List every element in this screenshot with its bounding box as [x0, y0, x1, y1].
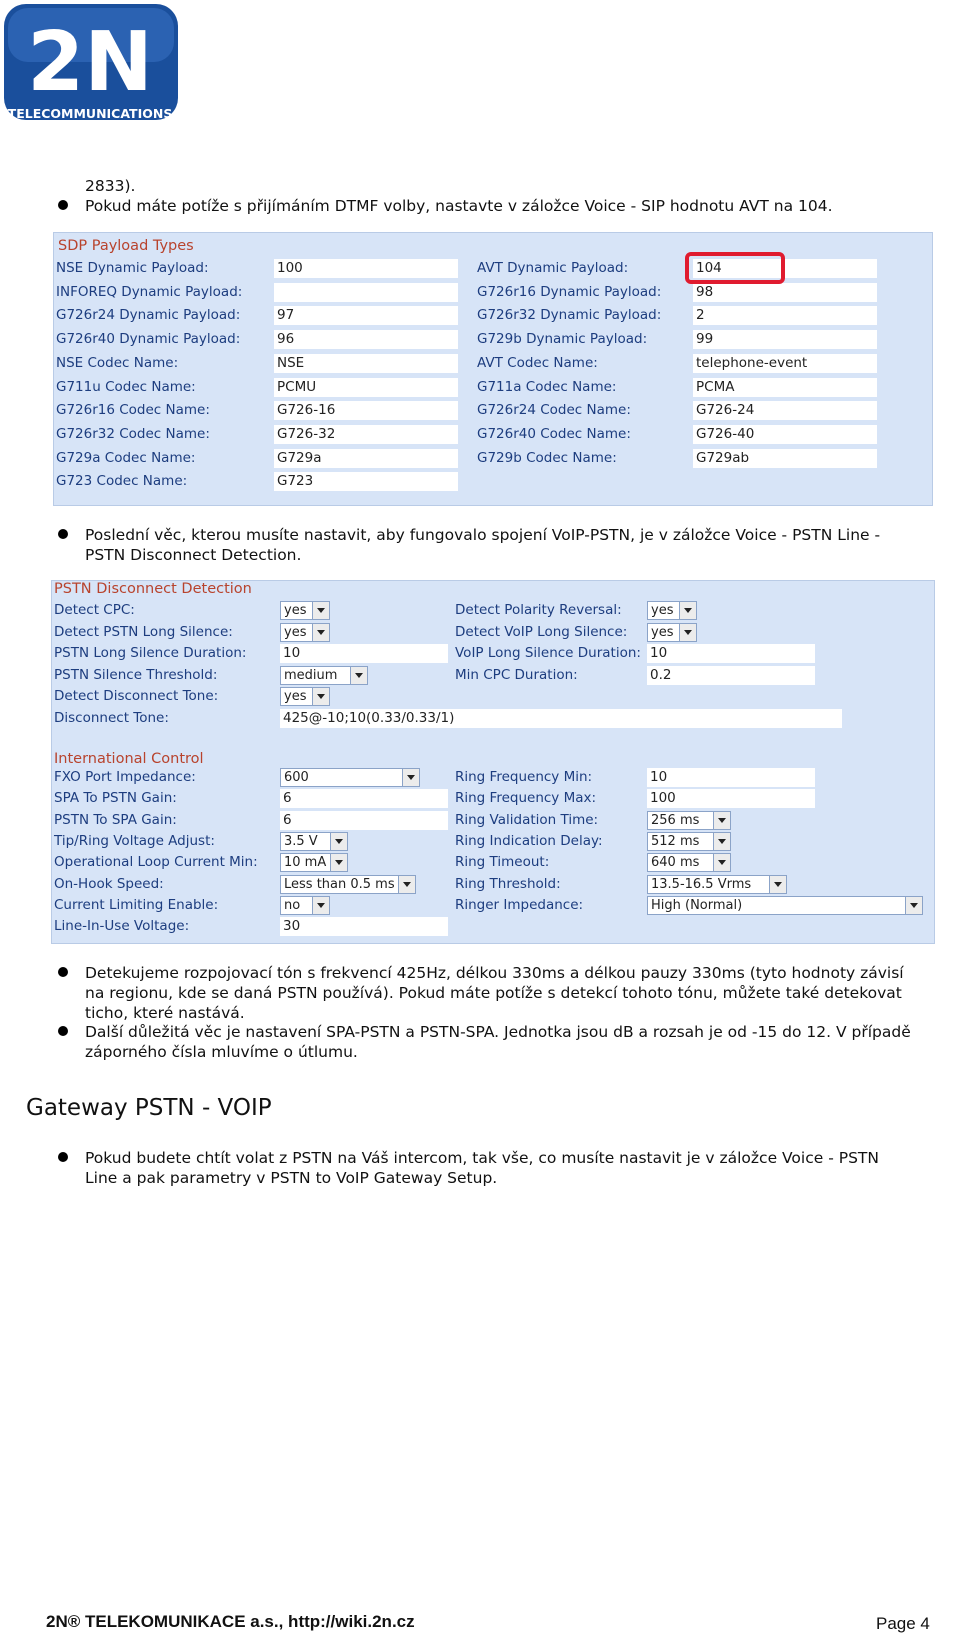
chevron-down-icon[interactable]	[312, 688, 329, 705]
field-value: medium	[284, 667, 338, 683]
sdp-field-nse-codec-name[interactable]: NSE	[274, 354, 458, 373]
field-value: 6	[283, 811, 292, 828]
sdp-field-g726r24-codec-name[interactable]: G726-24	[693, 401, 877, 420]
pstn-label-detect-cpc: Detect CPC:	[54, 602, 135, 618]
sdp-title: SDP Payload Types	[58, 238, 194, 254]
footer-page-number: Page 4	[876, 1614, 930, 1633]
chevron-down-icon[interactable]	[312, 624, 329, 641]
sdp-label-g711u-codec-name: G711u Codec Name:	[56, 378, 196, 395]
intl-field-spa-to-pstn-gain[interactable]	[280, 789, 448, 808]
chevron-down-icon[interactable]	[713, 833, 730, 850]
intl-select-fxo-port-impedance[interactable]	[280, 768, 420, 787]
pstn-label-min-cpc-duration: Min CPC Duration:	[455, 666, 578, 683]
sdp-label-g726r16-dynamic-payload: G726r16 Dynamic Payload:	[477, 283, 662, 300]
pstn-intro-line1: Poslední věc, kterou musíte nastavit, aby fungovalo spojení VoIP-PSTN, je v záložce Voice - PSTN Line -	[85, 526, 881, 544]
pstn-select-detect-voip-long-silence[interactable]	[647, 623, 697, 642]
chevron-down-icon[interactable]	[312, 897, 329, 914]
intl-label-spa-to-pstn-gain: SPA To PSTN Gain:	[54, 790, 177, 807]
field-value: 10	[650, 645, 668, 661]
pstn-label-detect-voip-long-silence: Detect VoIP Long Silence:	[455, 623, 628, 640]
pstn-label-voip-long-silence-duration: VoIP Long Silence Duration:	[455, 645, 641, 661]
intl-select-ring-indication-delay[interactable]	[647, 832, 731, 851]
field-value: 30	[283, 918, 301, 935]
pstn-field-pstn-long-silence-duration[interactable]	[280, 644, 448, 663]
2n-logo	[2, 2, 180, 126]
sdp-field-g723-codec-name[interactable]: G723	[274, 472, 458, 491]
sdp-field-g729b-codec-name[interactable]: G729ab	[693, 449, 877, 468]
field-value: yes	[651, 624, 674, 640]
intl-label-ring-timeout: Ring Timeout:	[455, 854, 550, 871]
sdp-label-g729b-dynamic-payload: G729b Dynamic Payload:	[477, 331, 648, 348]
chevron-down-icon[interactable]	[713, 812, 730, 829]
pstn-label-pstn-silence-threshold: PSTN Silence Threshold:	[54, 666, 218, 683]
pstn-select-detect-cpc[interactable]	[280, 601, 330, 620]
field-value: 10 mA	[284, 855, 327, 871]
pstn-select-pstn-silence-threshold[interactable]	[280, 666, 368, 685]
pstn-label-disconnect-tone: Disconnect Tone:	[54, 709, 169, 726]
chevron-down-icon[interactable]	[905, 897, 922, 914]
pstn-field-min-cpc-duration[interactable]	[647, 666, 815, 685]
pstn-field-disconnect-tone[interactable]	[280, 709, 842, 728]
sdp-label-g729a-codec-name: G729a Codec Name:	[56, 449, 196, 466]
intl-field-ring-frequency-max[interactable]	[647, 789, 815, 808]
sdp-label-nse-codec-name: NSE Codec Name:	[56, 354, 179, 371]
sdp-field-g726r32-codec-name[interactable]: G726-32	[274, 425, 458, 444]
sdp-label-nse-dynamic-payload: NSE Dynamic Payload:	[56, 260, 209, 276]
pstn-select-detect-pstn-long-silence[interactable]	[280, 623, 330, 642]
sdp-label-g726r32-codec-name: G726r32 Codec Name:	[56, 425, 210, 442]
sdp-field-g726r16-dynamic-payload[interactable]: 98	[693, 283, 877, 302]
sdp-field-inforeq-dynamic-payload[interactable]	[274, 283, 458, 302]
chevron-down-icon[interactable]	[330, 854, 347, 871]
logo-mark: 2N	[27, 15, 153, 110]
pstn-label-detect-polarity-reversal: Detect Polarity Reversal:	[455, 602, 622, 618]
field-value: 640 ms	[651, 855, 700, 871]
pstn-select-detect-polarity-reversal[interactable]	[647, 601, 697, 620]
sdp-field-g711u-codec-name[interactable]: PCMU	[274, 378, 458, 397]
field-value: High (Normal)	[651, 897, 743, 913]
chevron-down-icon[interactable]	[330, 833, 347, 850]
sdp-label-avt-dynamic-payload: AVT Dynamic Payload:	[477, 260, 629, 276]
sdp-field-g711a-codec-name[interactable]: PCMA	[693, 378, 877, 397]
field-value: no	[284, 897, 301, 913]
chevron-down-icon[interactable]	[679, 624, 696, 641]
intl-label-operational-loop-current-min: Operational Loop Current Min:	[54, 854, 258, 871]
intl-field-ring-frequency-min[interactable]	[647, 768, 815, 787]
sdp-label-avt-codec-name: AVT Codec Name:	[477, 354, 598, 371]
intl-select-current-limiting-enable[interactable]	[280, 896, 330, 915]
chevron-down-icon[interactable]	[350, 667, 367, 684]
gain-bullet	[85, 1022, 955, 1062]
sdp-label-g723-codec-name: G723 Codec Name:	[56, 473, 188, 490]
pstn-title: PSTN Disconnect Detection	[54, 581, 252, 597]
field-value: 600	[284, 770, 309, 785]
sdp-payload-panel	[53, 232, 933, 506]
chevron-down-icon[interactable]	[312, 602, 329, 619]
chevron-down-icon[interactable]	[713, 854, 730, 871]
sdp-field-g726r24-dynamic-payload[interactable]: 97	[274, 306, 458, 325]
sdp-label-inforeq-dynamic-payload: INFOREQ Dynamic Payload:	[56, 283, 243, 300]
field-value: 13.5-16.5 Vrms	[651, 876, 752, 892]
intl-label-tip-ring-voltage-adjust: Tip/Ring Voltage Adjust:	[54, 832, 215, 849]
intl-select-operational-loop-current-min[interactable]	[280, 853, 348, 872]
field-value: yes	[284, 603, 307, 618]
intl-label-current-limiting-enable: Current Limiting Enable:	[54, 896, 219, 913]
chevron-down-icon[interactable]	[402, 769, 419, 786]
intl-label-ring-indication-delay: Ring Indication Delay:	[455, 832, 603, 849]
sdp-field-avt-codec-name[interactable]: telephone-event	[693, 354, 877, 373]
intl-select-ring-timeout[interactable]	[647, 853, 731, 872]
sdp-field-g726r32-dynamic-payload[interactable]: 2	[693, 306, 877, 325]
field-value: yes	[284, 624, 307, 640]
chevron-down-icon[interactable]	[398, 876, 415, 893]
intl-select-tip-ring-voltage-adjust[interactable]	[280, 832, 348, 851]
field-value: 6	[283, 790, 292, 807]
intl-select-ringer-impedance[interactable]	[647, 896, 923, 915]
field-value: 10	[650, 769, 668, 785]
field-value: 100	[650, 790, 676, 807]
field-value: Less than 0.5 ms	[284, 876, 395, 892]
sdp-label-g711a-codec-name: G711a Codec Name:	[477, 378, 617, 395]
gateway-line2: Line a pak parametry v PSTN to VoIP Gateway Setup.	[85, 1169, 498, 1187]
logo-subtitle: TELECOMMUNICATIONS	[7, 106, 173, 121]
sdp-label-g726r40-dynamic-payload: G726r40 Dynamic Payload:	[56, 331, 241, 348]
pstn-label-detect-pstn-long-silence: Detect PSTN Long Silence:	[54, 623, 233, 640]
sdp-label-g726r24-dynamic-payload: G726r24 Dynamic Payload:	[56, 307, 241, 324]
pstn-disconnect-panel	[51, 580, 935, 944]
intl-select-on-hook-speed[interactable]	[280, 875, 416, 894]
pstn-select-detect-disconnect-tone[interactable]	[280, 687, 330, 706]
chevron-down-icon[interactable]	[769, 876, 786, 893]
field-value: 3.5 V	[284, 833, 318, 849]
field-value: 0.2	[650, 666, 672, 683]
tone-line1: Detekujeme rozpojovací tón s frekvencí 425Hz, délkou 330ms a délkou pauzy 330ms (tyto hodnoty závisí	[85, 964, 904, 982]
intl-select-ring-validation-time[interactable]	[647, 811, 731, 830]
field-value: yes	[651, 603, 674, 618]
gain-line1: Další důležitá věc je nastavení SPA-PSTN a PSTN-SPA. Jednotka jsou dB a rozsah je od -15 do 12. V případě	[85, 1023, 911, 1041]
pstn-intro-bullet	[85, 525, 955, 565]
pstn-label-detect-disconnect-tone: Detect Disconnect Tone:	[54, 688, 219, 704]
intl-label-ring-frequency-max: Ring Frequency Max:	[455, 790, 597, 807]
avt-highlight	[685, 252, 785, 284]
sdp-label-g726r24-codec-name: G726r24 Codec Name:	[477, 402, 631, 419]
sdp-label-g726r40-codec-name: G726r40 Codec Name:	[477, 425, 631, 442]
chevron-down-icon[interactable]	[679, 602, 696, 619]
sdp-label-g726r16-codec-name: G726r16 Codec Name:	[56, 402, 210, 419]
tone-line3: ticho, které nastává.	[85, 1004, 245, 1022]
intl-field-line-in-use-voltage[interactable]	[280, 917, 448, 936]
intl-label-ring-validation-time: Ring Validation Time:	[455, 811, 599, 828]
field-value: 512 ms	[651, 833, 700, 849]
intl-label-pstn-to-spa-gain: PSTN To SPA Gain:	[54, 811, 177, 828]
intl-label-ring-threshold: Ring Threshold:	[455, 875, 561, 892]
sdp-field-g726r40-codec-name[interactable]: G726-40	[693, 425, 877, 444]
footer-company: 2N® TELEKOMUNIKACE a.s., http://wiki.2n.cz	[46, 1612, 415, 1631]
intl-field-pstn-to-spa-gain[interactable]	[280, 811, 448, 830]
sdp-field-g726r16-codec-name[interactable]: G726-16	[274, 401, 458, 420]
intl-label-on-hook-speed: On-Hook Speed:	[54, 875, 164, 892]
pstn-field-voip-long-silence-duration[interactable]	[647, 644, 815, 663]
intl-label-fxo-port-impedance: FXO Port Impedance:	[54, 769, 196, 785]
intl-label-ring-frequency-min: Ring Frequency Min:	[455, 769, 593, 785]
field-value: 425@-10;10(0.33/0.33/1)	[283, 709, 455, 726]
sdp-field-avt-dynamic-payload[interactable]: 104	[693, 259, 877, 278]
sdp-field-g729a-codec-name[interactable]: G729a	[274, 449, 458, 468]
field-value: 256 ms	[651, 812, 700, 828]
sdp-field-g729b-dynamic-payload[interactable]: 99	[693, 330, 877, 349]
tone-line2: na regionu, kde se daná PSTN používá). Pokud máte potíže s detekcí tohoto tónu, můžete také detekovat	[85, 984, 902, 1002]
gateway-line1: Pokud budete chtít volat z PSTN na Váš intercom, tak vše, co musíte nastavit je v záložce Voice - PSTN	[85, 1149, 879, 1167]
continued-text: 2833).	[85, 177, 136, 195]
tone-bullet	[85, 963, 955, 1023]
intl-select-ring-threshold[interactable]	[647, 875, 787, 894]
gateway-bullet	[85, 1148, 955, 1188]
sdp-label-g729b-codec-name: G729b Codec Name:	[477, 449, 617, 466]
sdp-field-nse-dynamic-payload[interactable]: 100	[274, 259, 458, 278]
field-value: yes	[284, 689, 307, 704]
gateway-heading: Gateway PSTN - VOIP	[26, 1095, 272, 1121]
field-value: 10	[283, 645, 301, 661]
intl-title: International Control	[54, 751, 204, 767]
sdp-label-g726r32-dynamic-payload: G726r32 Dynamic Payload:	[477, 307, 662, 324]
pstn-intro-line2: PSTN Disconnect Detection.	[85, 546, 302, 564]
intl-label-ringer-impedance: Ringer Impedance:	[455, 896, 584, 913]
dtmf-bullet: Pokud máte potíže s přijímáním DTMF volby, nastavte v záložce Voice - SIP hodnotu AVT na 104.	[85, 196, 955, 216]
pstn-label-pstn-long-silence-duration: PSTN Long Silence Duration:	[54, 645, 247, 661]
gain-line2: záporného čísla mluvíme o útlumu.	[85, 1043, 358, 1061]
intl-label-line-in-use-voltage: Line-In-Use Voltage:	[54, 918, 190, 935]
sdp-field-g726r40-dynamic-payload[interactable]: 96	[274, 330, 458, 349]
